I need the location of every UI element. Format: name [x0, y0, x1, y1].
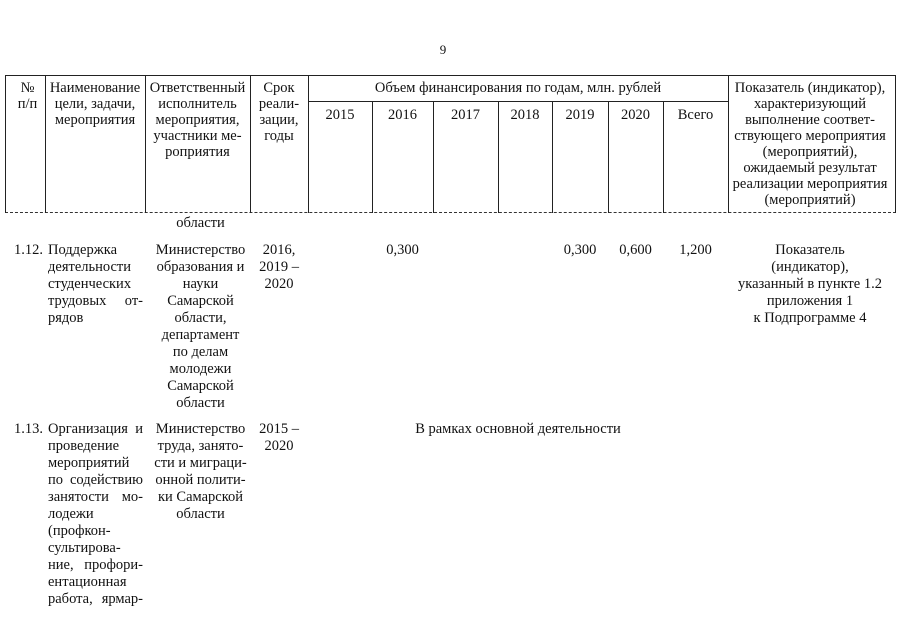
text-line: Поддержка: [48, 242, 118, 258]
page-number: 9: [439, 42, 447, 57]
row-name: [48, 421, 143, 608]
row-term: 2016, 2019 – 2020: [259, 242, 299, 292]
table-top-border: [5, 75, 896, 76]
table-left-border: [5, 75, 6, 213]
funding-note: В рамках основной деятельности: [415, 421, 621, 437]
text-line: занятости мо-: [48, 489, 143, 505]
header-funding: Объем финансирования по годам, млн. рублей: [374, 80, 662, 96]
header-indicator: Показатель (индикатор), характеризующий выполнение соответ- ствующего мероприятия (мероприятий), ожидаемый результат реализации мероприятия (мероприятий): [732, 80, 888, 208]
text-line: сультирова-: [48, 540, 121, 556]
header-total: Всего: [677, 107, 714, 123]
text-line: работа, ярмар-: [48, 591, 143, 607]
text-line: ентационная: [48, 574, 127, 590]
text-line: Организация и: [48, 421, 143, 437]
header-number: № п/п: [17, 80, 38, 112]
header-year-2019: 2019: [565, 107, 595, 123]
row-number: 1.13.: [14, 421, 43, 437]
row-executor: Министерство труда, занято- сти и миграци- онной полити- ки Самарской области: [154, 421, 247, 522]
header-year-2018: 2018: [510, 107, 540, 123]
funding-total-value: 1,200: [679, 242, 712, 258]
table-header-bottom-border: [5, 212, 896, 213]
text-line: (профкон-: [48, 523, 111, 539]
header-year-2015: 2015: [325, 107, 355, 123]
text-line: ние, профори-: [48, 557, 143, 573]
header-year-2016: 2016: [388, 107, 417, 123]
funding-2020-value: 0,600: [619, 242, 652, 258]
continued-executor-text: области: [176, 215, 225, 231]
text-line: мероприятий: [48, 455, 130, 471]
funding-subheader-border: [308, 101, 728, 102]
header-year-2017: 2017: [451, 107, 480, 123]
funding-2019-value: 0,300: [563, 242, 597, 258]
header-executor: Ответственный исполнитель мероприятия, участники ме- роприятия: [149, 80, 246, 160]
table-right-border: [895, 75, 896, 213]
text-line: деятельности: [48, 259, 132, 275]
row-term: 2015 – 2020: [259, 421, 299, 454]
text-line: по содействию: [48, 472, 143, 488]
funding-2016-value: 0,300: [386, 242, 419, 258]
row-name: [48, 242, 143, 327]
row-number: 1.12.: [14, 242, 43, 258]
row-executor: Министерство образования и науки Самарской области, департамент по делам молодежи Самарской области: [155, 242, 246, 411]
header-name: Наименование цели, задачи, мероприятия: [49, 80, 141, 128]
header-year-2020: 2020: [621, 107, 650, 123]
header-term: Срок реали- зации, годы: [258, 80, 300, 144]
text-line: лодежи: [48, 506, 94, 522]
text-line: трудовых от-: [48, 293, 143, 309]
row-indicator: Показатель (индикатор), указанный в пункте 1.2 приложения 1 к Подпрограмме 4: [738, 242, 882, 326]
text-line: рядов: [48, 310, 84, 326]
text-line: проведение: [48, 438, 120, 454]
text-line: студенческих: [48, 276, 132, 292]
